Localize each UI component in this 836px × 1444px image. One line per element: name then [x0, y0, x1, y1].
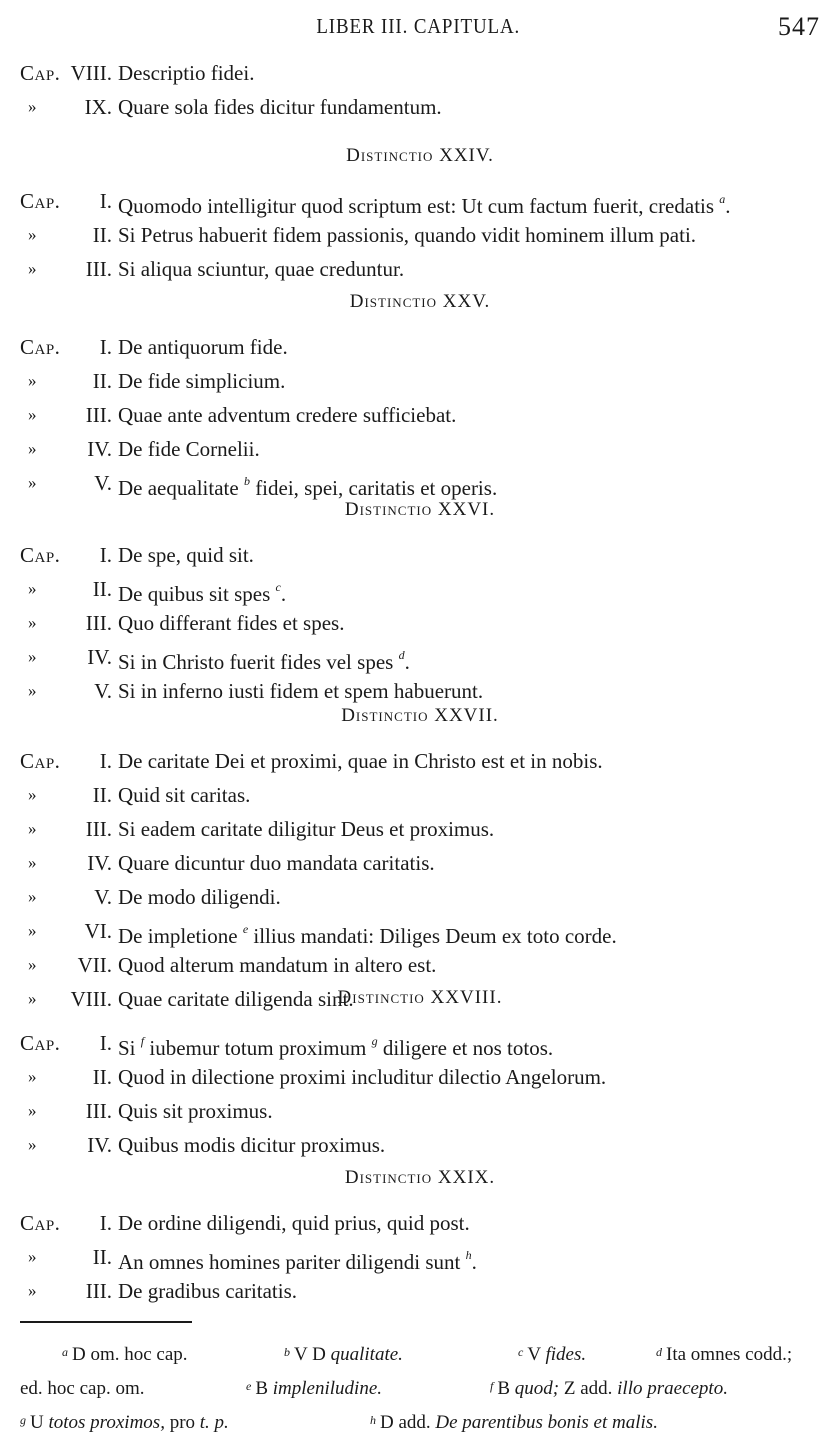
chapter-number: III. [85, 1279, 112, 1303]
chapter-title-text: De impletione [118, 924, 238, 948]
chapter-row [20, 744, 820, 778]
chapter-row [20, 914, 820, 948]
chapter-row [20, 184, 820, 218]
ditto-mark: » [28, 819, 37, 838]
chapter-row [20, 1094, 820, 1128]
distinctio-xxviii [20, 978, 820, 1162]
chapter-title: Quae caritate diligenda sint. [118, 987, 354, 1011]
ditto-mark: » [28, 439, 37, 458]
ditto-mark: » [28, 613, 37, 632]
chapter-title: Quare sola fides dicitur fundamentum. [118, 95, 442, 119]
chapter-title-text: Quomodo intelligitur quod scriptum est: Ut cum factum fuerit, credatis [118, 194, 715, 218]
footnote-text: U [30, 1412, 44, 1433]
footnote-ref: d [398, 648, 405, 662]
chapter-number: II. [92, 223, 112, 247]
footnote-ref: h [465, 1248, 472, 1262]
footnote-mark: b [284, 1345, 290, 1359]
chapter-title: De modo diligendi. [118, 885, 281, 909]
chapter-title: De ordine diligendi, quid prius, quid post. [118, 1211, 470, 1235]
chapter-number: IV. [87, 437, 112, 461]
chapter-number: IX. [84, 95, 112, 119]
chapter-row [20, 432, 820, 466]
running-head [0, 14, 836, 50]
distinctio-heading: Distinctio XXV. [349, 291, 491, 312]
distinctio-heading: Distinctio XXVI. [344, 499, 496, 520]
ditto-mark: » [28, 405, 37, 424]
footnote-text: Z add. [563, 1378, 613, 1399]
ditto-mark: » [28, 1101, 37, 1120]
chapter-title: De fide Cornelii. [118, 437, 260, 461]
chapter-row [20, 1206, 820, 1240]
distinctio-heading: Distinctio XXVIII. [337, 987, 503, 1008]
chapter-number: II. [92, 783, 112, 807]
chapter-title-tail: . [280, 582, 287, 606]
footnote-b [284, 1338, 403, 1373]
chapter-title-text: De quibus sit spes [118, 582, 271, 606]
ditto-mark: » [28, 921, 37, 940]
footnote-h [370, 1406, 658, 1441]
chapter-number: III. [85, 817, 112, 841]
ditto-mark: » [28, 473, 37, 492]
chapter-title-tail: iubemur totum proximum [144, 1036, 367, 1060]
footnote-ref: c [275, 580, 281, 594]
distinctio-heading: Distinctio XXIV. [346, 145, 494, 166]
chapter-title-tail: . [471, 1250, 477, 1274]
chapter-title: Descriptio fidei. [118, 61, 255, 85]
chapter-number: III. [85, 611, 112, 635]
footnote-line [20, 1372, 820, 1406]
chapter-lead: Cap. [20, 189, 61, 213]
footnote-text: ed. hoc cap. om. [20, 1378, 145, 1399]
chapter-lead: Cap. [20, 1211, 61, 1235]
footnote-mark: a [62, 1345, 68, 1359]
chapter-title: Quo differant fides et spes. [118, 611, 345, 635]
chapter-lead: Cap. [20, 749, 61, 773]
footnote-text: V D [294, 1344, 326, 1365]
chapter-number: I. [99, 749, 112, 773]
distinctio-xxv [20, 282, 820, 500]
chapter-number: III. [85, 403, 112, 427]
distinctio-heading: Distinctio XXVII. [341, 705, 499, 726]
chapter-row [20, 218, 820, 252]
footnote-g [20, 1406, 229, 1441]
chapter-number: VIII. [70, 987, 112, 1011]
footnote-text: B [497, 1378, 511, 1399]
chapter-number: II. [92, 1245, 112, 1269]
chapter-number: I. [99, 1211, 112, 1235]
footnote-mark: c [518, 1345, 524, 1359]
chapter-number: II. [92, 1065, 112, 1089]
footnote-line [20, 1406, 820, 1440]
chapter-number: III. [85, 257, 112, 281]
ditto-mark: » [28, 955, 37, 974]
chapter-title: Quare dicuntur duo mandata caritatis. [118, 851, 435, 875]
footnote-text-italic: fides. [545, 1344, 587, 1365]
chapter-title-text: Si in Christo fuerit fides vel spes [118, 650, 394, 674]
footnote-mark: f [490, 1379, 494, 1393]
chapter-row [20, 1128, 820, 1162]
chapter-title: Quid sit caritas. [118, 783, 251, 807]
chapter-title: De caritate Dei et proximi, quae in Christo est et in nobis. [118, 749, 603, 773]
footnote-ref: g [371, 1034, 378, 1048]
ditto-mark: » [28, 97, 37, 116]
chapter-title: De fide simplicium. [118, 369, 286, 393]
chapter-row [20, 398, 820, 432]
chapter-title: De spe, quid sit. [118, 543, 254, 567]
chapter-number: I. [99, 543, 112, 567]
footnote-d-cont [20, 1372, 145, 1406]
footnote-e [246, 1372, 382, 1407]
chapter-title-text: An omnes homines pariter diligendi sunt [118, 1250, 461, 1274]
ditto-mark: » [28, 1067, 37, 1086]
footnote-a [62, 1338, 188, 1373]
ditto-mark: » [28, 1135, 37, 1154]
footnote-mark: g [20, 1413, 26, 1427]
chapter-row [20, 1060, 820, 1094]
footnote-ref: e [242, 922, 249, 936]
chapter-number: IV. [87, 1133, 112, 1157]
chapter-title: Si aliqua sciuntur, quae creduntur. [118, 257, 405, 281]
chapter-row [20, 252, 820, 286]
footnote-text-italic: t. p. [199, 1412, 229, 1433]
footnote-text-italic: quod; [514, 1378, 560, 1399]
footnote-text: D add. [380, 1412, 431, 1433]
ditto-mark: » [28, 1281, 37, 1300]
chapter-title-tail: illius mandati: Diliges Deum ex toto corde. [248, 924, 617, 948]
ditto-mark: » [28, 681, 37, 700]
chapter-number: II. [92, 577, 112, 601]
chapter-title: Quae ante adventum credere sufficiebat. [118, 403, 457, 427]
ditto-mark: » [28, 989, 37, 1008]
chapter-number: I. [99, 189, 112, 213]
ditto-mark: » [28, 259, 37, 278]
chapter-title: De gradibus caritatis. [118, 1279, 298, 1303]
chapter-row [20, 1274, 820, 1308]
footnote-text: D om. hoc cap. [72, 1344, 188, 1365]
ditto-mark: » [28, 647, 37, 666]
footnote-text-italic: qualitate. [330, 1344, 403, 1365]
chapter-title: Quod in dilectione proximi includitur dilectio Angelorum. [118, 1065, 607, 1089]
chapter-number: V. [94, 885, 112, 909]
distinctio-xxiv [20, 136, 820, 286]
footnote-mark: d [656, 1345, 662, 1359]
chapter-title: Si eadem caritate diligitur Deus et proximus. [118, 817, 495, 841]
chapter-row [20, 812, 820, 846]
distinctio-heading: Distinctio XXIX. [344, 1167, 496, 1188]
chapter-lead: Cap. [20, 61, 61, 85]
chapter-title-tail: . [404, 650, 410, 674]
chapter-row [20, 880, 820, 914]
chapter-row [20, 846, 820, 880]
ditto-mark: » [28, 371, 37, 390]
chapter-row [20, 90, 820, 124]
ditto-mark: » [28, 225, 37, 244]
chapter-row [20, 364, 820, 398]
chapter-row [20, 572, 820, 606]
page-number: 547 [778, 12, 820, 41]
chapter-number: IV. [87, 645, 112, 669]
chapter-title-tail: . [725, 194, 731, 218]
chapter-number: II. [92, 369, 112, 393]
footnote-text-italic: illo praecepto. [617, 1378, 728, 1399]
chapter-row [20, 330, 820, 364]
footnote-text: Ita omnes codd.; [666, 1344, 793, 1365]
footnote-text: B [255, 1378, 269, 1399]
chapter-title: De antiquorum fide. [118, 335, 288, 359]
ditto-mark: » [28, 853, 37, 872]
chapter-list-continued [20, 56, 820, 124]
ditto-mark: » [28, 785, 37, 804]
chapter-row [20, 948, 820, 982]
footnote-d [656, 1338, 792, 1373]
chapter-row [20, 56, 820, 90]
footnote-mark: e [246, 1379, 252, 1393]
chapter-number: VIII. [70, 61, 112, 85]
running-title: LIBER III. CAPITULA. [316, 14, 520, 38]
chapter-number: VI. [84, 919, 112, 943]
footnote-text-italic: impleniludine. [272, 1378, 382, 1399]
chapter-number: I. [99, 1031, 112, 1055]
chapter-title: Quis sit proximus. [118, 1099, 273, 1123]
chapter-row [20, 1026, 820, 1060]
footnote-text: pro [169, 1412, 196, 1433]
chapter-title-tail: diligere et nos totos. [377, 1036, 554, 1060]
chapter-number: V. [94, 679, 112, 703]
chapter-number: V. [94, 471, 112, 495]
chapter-number: IV. [87, 851, 112, 875]
footnote-ref: f [140, 1034, 145, 1048]
footnote-text-italic: De parentibus bonis et malis. [435, 1412, 658, 1433]
footnote-text-italic: totos proximos, [48, 1412, 165, 1433]
chapter-title: Quod alterum mandatum in altero est. [118, 953, 437, 977]
chapter-row [20, 778, 820, 812]
footnote-mark: h [370, 1413, 376, 1427]
chapter-lead: Cap. [20, 543, 61, 567]
footnote-rule [20, 1321, 192, 1323]
chapter-title-text: Si [118, 1036, 136, 1060]
footnote-line [20, 1338, 820, 1372]
footnote-ref: b [243, 474, 250, 488]
chapter-title: Quibus modis dicitur proximus. [118, 1133, 386, 1157]
ditto-mark: » [28, 579, 37, 598]
ditto-mark: » [28, 1247, 37, 1266]
distinctio-xxix [20, 1158, 820, 1308]
ditto-mark: » [28, 887, 37, 906]
distinctio-xxvi [20, 490, 820, 708]
chapter-title: Si Petrus habuerit fidem passionis, quando vidit hominem illum pati. [118, 223, 697, 247]
chapter-number: III. [85, 1099, 112, 1123]
chapter-title-tail: fidei, spei, caritatis et operis. [249, 476, 498, 500]
footnote-ref: a [719, 192, 726, 206]
footnote-c [518, 1338, 586, 1373]
chapter-number: VII. [77, 953, 112, 977]
footnote-text: V [527, 1344, 541, 1365]
distinctio-xxvii [20, 696, 820, 1016]
chapter-lead: Cap. [20, 335, 61, 359]
chapter-row [20, 606, 820, 640]
footnote-f [490, 1372, 728, 1407]
chapter-title: Si in inferno iusti fidem et spem habuerunt. [118, 679, 484, 703]
chapter-row [20, 538, 820, 572]
chapter-number: I. [99, 335, 112, 359]
footnotes [20, 1338, 820, 1440]
chapter-row [20, 1240, 820, 1274]
chapter-lead: Cap. [20, 1031, 61, 1055]
chapter-title-text: De aequalitate [118, 476, 239, 500]
chapter-row [20, 640, 820, 674]
